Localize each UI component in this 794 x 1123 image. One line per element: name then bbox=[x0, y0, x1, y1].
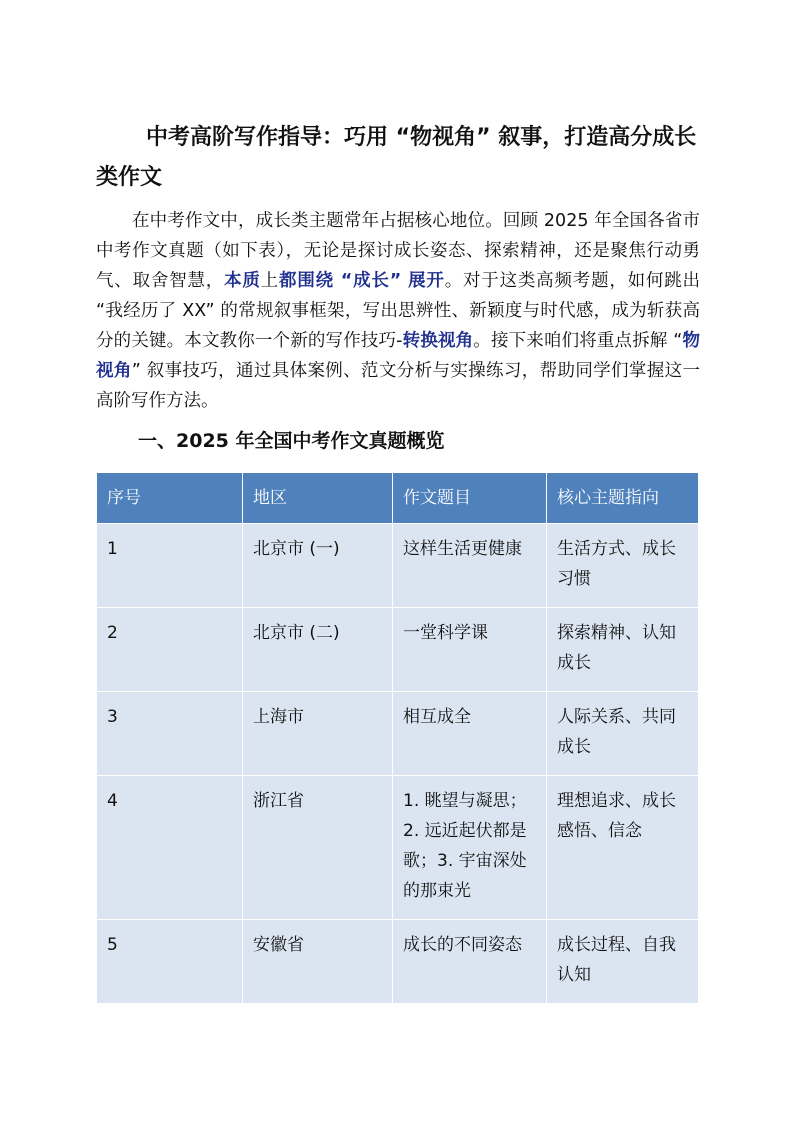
cell-theme: 生活方式、成长习惯 bbox=[547, 524, 699, 608]
intro-text-5: ” 叙事技巧，通过具体案例、范文分析与实操练习，帮助同学们掌握这一高阶写作方法。 bbox=[96, 361, 700, 411]
page-title: 中考高阶写作指导：巧用 “物视角” 叙事，打造高分成长类作文 bbox=[96, 125, 697, 190]
intro-highlight-3: 转换视角 bbox=[402, 331, 474, 351]
table-row bbox=[97, 776, 699, 920]
cell-region: 上海市 bbox=[243, 692, 393, 776]
cell-topic: 这样生活更健康 bbox=[393, 524, 547, 608]
cell-theme: 成长过程、自我认知 bbox=[547, 920, 699, 1004]
cell-region: 北京市 (一) bbox=[243, 524, 393, 608]
intro-highlight-1: 本质 bbox=[224, 271, 261, 291]
intro-text-3: 。对于这类高频考题，如何跳出 “我经历了 XX” 的常规叙事框架，写出思辨性、新颖度与时代感，成为斩获高分的关键。本文教你一个新的写作技巧- bbox=[96, 271, 701, 351]
cell-topic: 一堂科学课 bbox=[393, 608, 547, 692]
exam-topics-table bbox=[96, 472, 699, 1004]
cell-index: 4 bbox=[97, 776, 243, 920]
intro-text-2: 上 bbox=[260, 271, 280, 291]
table-header-row bbox=[97, 473, 699, 524]
intro-paragraph bbox=[96, 206, 700, 416]
table-row bbox=[97, 692, 699, 776]
table-row bbox=[97, 920, 699, 1004]
cell-index: 1 bbox=[97, 524, 243, 608]
table-row bbox=[97, 524, 699, 608]
cell-index: 5 bbox=[97, 920, 243, 1004]
header-theme: 核心主题指向 bbox=[547, 473, 699, 524]
cell-index: 3 bbox=[97, 692, 243, 776]
cell-region: 浙江省 bbox=[243, 776, 393, 920]
cell-index: 2 bbox=[97, 608, 243, 692]
table-row bbox=[97, 608, 699, 692]
intro-text-4: 。接下来咱们将重点拆解 “ bbox=[473, 331, 683, 351]
intro-text-1: 在中考作文中，成长类主题常年占据核心地位。回顾 2025 年全国各省市中考作文真题（如下表），无论是探讨成长姿态、探索精神，还是聚焦行动勇气、取舍智慧， bbox=[96, 211, 700, 291]
cell-topic: 相互成全 bbox=[393, 692, 547, 776]
header-topic: 作文题目 bbox=[393, 473, 547, 524]
cell-theme: 探索精神、认知成长 bbox=[547, 608, 699, 692]
cell-theme: 人际关系、共同成长 bbox=[547, 692, 699, 776]
header-region: 地区 bbox=[243, 473, 393, 524]
header-index: 序号 bbox=[97, 473, 243, 524]
cell-region: 北京市 (二) bbox=[243, 608, 393, 692]
cell-topic: 1. 眺望与凝思；2. 远近起伏都是歌；3. 宇宙深处的那束光 bbox=[393, 776, 547, 920]
cell-theme: 理想追求、成长感悟、信念 bbox=[547, 776, 699, 920]
cell-region: 安徽省 bbox=[243, 920, 393, 1004]
intro-highlight-2: 都围绕 “成长” 展开 bbox=[279, 271, 445, 291]
intro-highlight-4: 物视角 bbox=[96, 331, 700, 381]
cell-topic: 成长的不同姿态 bbox=[393, 920, 547, 1004]
section-heading: 一、2025 年全国中考作文真题概览 bbox=[138, 430, 445, 452]
